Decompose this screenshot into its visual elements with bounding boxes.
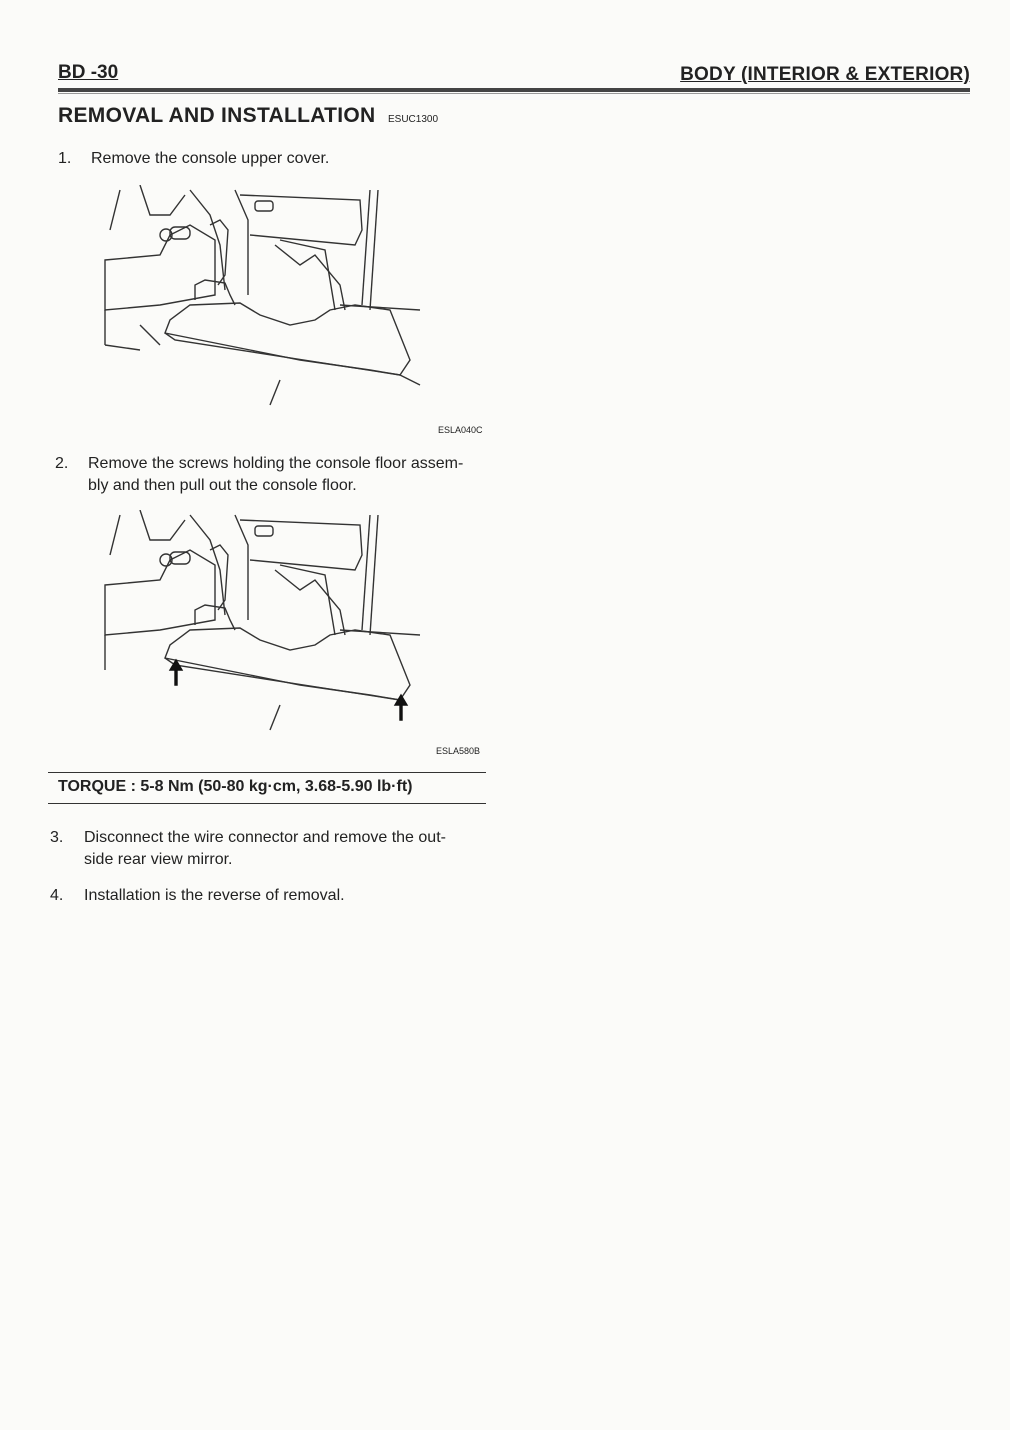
up-arrow-icon	[170, 660, 182, 685]
header-rule	[58, 88, 970, 92]
up-arrow-icon	[395, 695, 407, 720]
step-1	[58, 148, 498, 170]
step-text: Remove the console upper cover.	[91, 150, 330, 167]
console-illustration	[100, 185, 430, 410]
torque-rule-top	[48, 772, 486, 773]
figure-code: ESLA580B	[436, 746, 481, 756]
step-number: 4.	[50, 887, 64, 904]
torque-spec: TORQUE : 5-8 Nm (50-80 kg·cm, 3.68-5.90 lb·ft)	[58, 778, 413, 795]
step-number: 1.	[58, 150, 72, 167]
step-text-line-2: side rear view mirror.	[84, 851, 233, 868]
step-text-line-1: Disconnect the wire connector and remove the out-	[84, 829, 446, 846]
procedure-title: REMOVAL AND INSTALLATION	[58, 104, 376, 127]
step-text-line-1: Remove the screws holding the console floor assem-	[88, 455, 464, 472]
figure-code: ESLA040C	[438, 425, 483, 435]
procedure-code: ESUC1300	[388, 114, 439, 125]
step-3	[50, 827, 500, 871]
step-4	[50, 885, 500, 907]
page-number: BD -30	[58, 62, 119, 83]
section-title: BODY (INTERIOR & EXTERIOR)	[680, 64, 970, 85]
header-rule-thin	[58, 93, 970, 94]
step-text: Installation is the reverse of removal.	[84, 887, 345, 904]
console-screws-illustration	[100, 510, 430, 735]
torque-rule-bottom	[48, 803, 486, 804]
step-2	[55, 453, 505, 497]
step-number: 3.	[50, 829, 64, 846]
step-number: 2.	[55, 455, 69, 472]
step-text-line-2: bly and then pull out the console floor.	[88, 477, 357, 494]
